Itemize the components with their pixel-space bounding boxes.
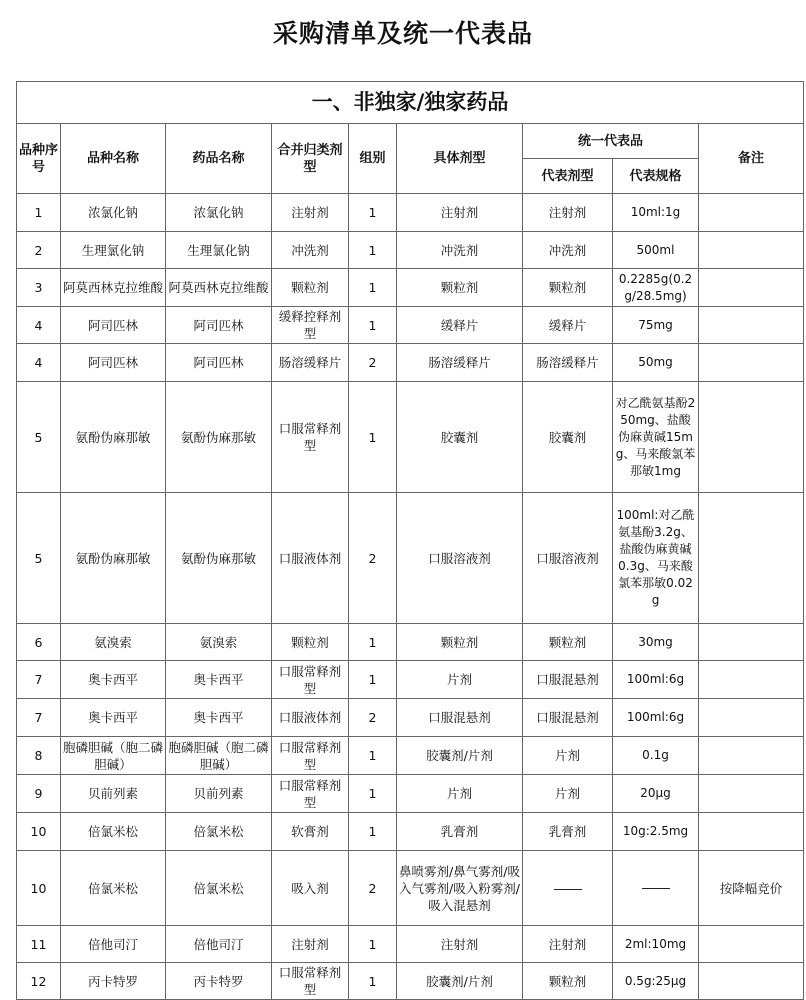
cell-rep-spec: 100ml:6g xyxy=(613,699,699,737)
cell-remark xyxy=(699,699,804,737)
cell-rep-spec: 100ml:6g xyxy=(613,661,699,699)
cell-group: 2 xyxy=(349,344,397,382)
table-row xyxy=(17,344,804,382)
cell-remark: 按降幅竞价 xyxy=(699,851,804,926)
cell-specific-form: 缓释片 xyxy=(397,307,523,344)
cell-remark xyxy=(699,624,804,661)
header-group: 组别 xyxy=(349,124,397,194)
cell-variety-name: 生理氯化钠 xyxy=(61,232,166,269)
cell-merged-form: 吸入剂 xyxy=(272,851,349,926)
cell-remark xyxy=(699,194,804,232)
cell-variety-name: 氨溴索 xyxy=(61,624,166,661)
cell-seq: 3 xyxy=(17,269,61,307)
cell-seq: 10 xyxy=(17,851,61,926)
dash-mark xyxy=(642,888,670,889)
cell-merged-form: 口服液体剂 xyxy=(272,493,349,624)
cell-remark xyxy=(699,775,804,813)
cell-specific-form: 胶囊剂/片剂 xyxy=(397,737,523,775)
cell-rep-spec: 0.2285g(0.2g/28.5mg) xyxy=(613,269,699,307)
cell-rep-form: 口服溶液剂 xyxy=(523,493,613,624)
cell-remark xyxy=(699,344,804,382)
cell-rep-spec: 500ml xyxy=(613,232,699,269)
cell-rep-spec: 20μg xyxy=(613,775,699,813)
cell-specific-form: 颗粒剂 xyxy=(397,624,523,661)
cell-merged-form: 口服常释剂型 xyxy=(272,963,349,1000)
cell-merged-form: 肠溶缓释片 xyxy=(272,344,349,382)
cell-drug-name: 倍氯米松 xyxy=(166,851,272,926)
cell-drug-name: 阿莫西林克拉维酸 xyxy=(166,269,272,307)
cell-specific-form: 肠溶缓释片 xyxy=(397,344,523,382)
cell-group: 1 xyxy=(349,775,397,813)
cell-remark xyxy=(699,232,804,269)
header-seq: 品种序号 xyxy=(17,124,61,194)
table-row xyxy=(17,963,804,1000)
cell-seq: 7 xyxy=(17,661,61,699)
cell-group: 1 xyxy=(349,232,397,269)
cell-seq: 7 xyxy=(17,699,61,737)
cell-rep-form: 颗粒剂 xyxy=(523,624,613,661)
cell-drug-name: 奥卡西平 xyxy=(166,661,272,699)
dash-mark xyxy=(554,889,582,890)
cell-specific-form: 注射剂 xyxy=(397,194,523,232)
cell-merged-form: 颗粒剂 xyxy=(272,624,349,661)
cell-rep-spec: 75mg xyxy=(613,307,699,344)
cell-group: 1 xyxy=(349,926,397,963)
cell-variety-name: 贝前列素 xyxy=(61,775,166,813)
cell-specific-form: 注射剂 xyxy=(397,926,523,963)
cell-group: 1 xyxy=(349,813,397,851)
cell-variety-name: 倍他司汀 xyxy=(61,926,166,963)
cell-rep-spec: 50mg xyxy=(613,344,699,382)
table-row xyxy=(17,699,804,737)
cell-variety-name: 丙卡特罗 xyxy=(61,963,166,1000)
cell-rep-form: 片剂 xyxy=(523,775,613,813)
cell-seq: 5 xyxy=(17,493,61,624)
cell-seq: 2 xyxy=(17,232,61,269)
cell-group: 1 xyxy=(349,269,397,307)
cell-specific-form: 片剂 xyxy=(397,661,523,699)
cell-variety-name: 氨酚伪麻那敏 xyxy=(61,382,166,493)
cell-specific-form: 片剂 xyxy=(397,775,523,813)
cell-specific-form: 胶囊剂/片剂 xyxy=(397,963,523,1000)
cell-group: 1 xyxy=(349,737,397,775)
cell-rep-spec: 100ml:对乙酰氨基酚3.2g、盐酸伪麻黄碱0.3g、马来酸氯苯那敏0.02g xyxy=(613,493,699,624)
cell-merged-form: 缓释控释剂型 xyxy=(272,307,349,344)
cell-variety-name: 氨酚伪麻那敏 xyxy=(61,493,166,624)
table-row xyxy=(17,926,804,963)
cell-seq: 8 xyxy=(17,737,61,775)
cell-seq: 4 xyxy=(17,307,61,344)
header-rep-form: 代表剂型 xyxy=(523,159,613,194)
cell-drug-name: 阿司匹林 xyxy=(166,344,272,382)
drug-table xyxy=(16,81,804,1000)
cell-group: 2 xyxy=(349,699,397,737)
cell-rep-form: 口服混悬剂 xyxy=(523,661,613,699)
cell-variety-name: 阿司匹林 xyxy=(61,344,166,382)
cell-seq: 9 xyxy=(17,775,61,813)
header-remark: 备注 xyxy=(699,124,804,194)
cell-rep-form: 胶囊剂 xyxy=(523,382,613,493)
cell-specific-form: 口服混悬剂 xyxy=(397,699,523,737)
cell-drug-name: 奥卡西平 xyxy=(166,699,272,737)
table-row xyxy=(17,382,804,493)
cell-drug-name: 浓氯化钠 xyxy=(166,194,272,232)
cell-rep-form: 口服混悬剂 xyxy=(523,699,613,737)
table-row xyxy=(17,269,804,307)
cell-group: 1 xyxy=(349,307,397,344)
cell-merged-form: 口服液体剂 xyxy=(272,699,349,737)
cell-rep-spec: 10g:2.5mg xyxy=(613,813,699,851)
cell-rep-spec: 对乙酰氨基酚250mg、盐酸伪麻黄碱15mg、马来酸氯苯那敏1mg xyxy=(613,382,699,493)
cell-drug-name: 胞磷胆碱（胞二磷胆碱） xyxy=(166,737,272,775)
cell-variety-name: 阿莫西林克拉维酸 xyxy=(61,269,166,307)
cell-merged-form: 颗粒剂 xyxy=(272,269,349,307)
header-merged-form: 合并归类剂型 xyxy=(272,124,349,194)
cell-drug-name: 贝前列素 xyxy=(166,775,272,813)
cell-rep-spec: 10ml:1g xyxy=(613,194,699,232)
cell-variety-name: 阿司匹林 xyxy=(61,307,166,344)
cell-merged-form: 口服常释剂型 xyxy=(272,661,349,699)
table-row xyxy=(17,775,804,813)
cell-merged-form: 冲洗剂 xyxy=(272,232,349,269)
cell-merged-form: 注射剂 xyxy=(272,194,349,232)
table-row xyxy=(17,624,804,661)
cell-drug-name: 丙卡特罗 xyxy=(166,963,272,1000)
cell-drug-name: 倍氯米松 xyxy=(166,813,272,851)
cell-variety-name: 倍氯米松 xyxy=(61,813,166,851)
cell-remark xyxy=(699,737,804,775)
header-drug-name: 药品名称 xyxy=(166,124,272,194)
cell-seq: 4 xyxy=(17,344,61,382)
cell-group: 2 xyxy=(349,851,397,926)
cell-rep-form: 颗粒剂 xyxy=(523,269,613,307)
cell-rep-form: 颗粒剂 xyxy=(523,963,613,1000)
table-body xyxy=(17,194,804,1000)
cell-rep-form: 冲洗剂 xyxy=(523,232,613,269)
cell-specific-form: 胶囊剂 xyxy=(397,382,523,493)
cell-rep-spec: 0.5g:25μg xyxy=(613,963,699,1000)
cell-seq: 10 xyxy=(17,813,61,851)
table-row xyxy=(17,307,804,344)
cell-seq: 11 xyxy=(17,926,61,963)
cell-remark xyxy=(699,493,804,624)
cell-specific-form: 颗粒剂 xyxy=(397,269,523,307)
table-row xyxy=(17,737,804,775)
table-row xyxy=(17,232,804,269)
cell-rep-spec: 2ml:10mg xyxy=(613,926,699,963)
cell-remark xyxy=(699,382,804,493)
table-row xyxy=(17,493,804,624)
table-row xyxy=(17,813,804,851)
cell-rep-spec: 0.1g xyxy=(613,737,699,775)
cell-remark xyxy=(699,963,804,1000)
cell-merged-form: 注射剂 xyxy=(272,926,349,963)
cell-group: 1 xyxy=(349,194,397,232)
document-title: 采购清单及统一代表品 xyxy=(272,19,533,48)
cell-specific-form: 乳膏剂 xyxy=(397,813,523,851)
cell-seq: 12 xyxy=(17,963,61,1000)
cell-group: 1 xyxy=(349,624,397,661)
cell-rep-form: 乳膏剂 xyxy=(523,813,613,851)
cell-drug-name: 生理氯化钠 xyxy=(166,232,272,269)
cell-rep-form: 片剂 xyxy=(523,737,613,775)
cell-seq: 5 xyxy=(17,382,61,493)
table-row xyxy=(17,661,804,699)
cell-merged-form: 口服常释剂型 xyxy=(272,775,349,813)
cell-variety-name: 奥卡西平 xyxy=(61,699,166,737)
section-title: 一、非独家/独家药品 xyxy=(17,82,804,124)
cell-drug-name: 氨溴索 xyxy=(166,624,272,661)
cell-remark xyxy=(699,926,804,963)
cell-group: 2 xyxy=(349,493,397,624)
cell-seq: 6 xyxy=(17,624,61,661)
cell-rep-spec xyxy=(613,851,699,926)
header-representative: 统一代表品 xyxy=(523,124,699,159)
cell-rep-form: 注射剂 xyxy=(523,194,613,232)
cell-variety-name: 浓氯化钠 xyxy=(61,194,166,232)
cell-merged-form: 口服常释剂型 xyxy=(272,737,349,775)
header-specific-form: 具体剂型 xyxy=(397,124,523,194)
cell-group: 1 xyxy=(349,382,397,493)
cell-variety-name: 奥卡西平 xyxy=(61,661,166,699)
cell-seq: 1 xyxy=(17,194,61,232)
cell-remark xyxy=(699,307,804,344)
cell-specific-form: 冲洗剂 xyxy=(397,232,523,269)
cell-specific-form: 口服溶液剂 xyxy=(397,493,523,624)
cell-drug-name: 氨酚伪麻那敏 xyxy=(166,382,272,493)
cell-variety-name: 胞磷胆碱（胞二磷胆碱） xyxy=(61,737,166,775)
cell-remark xyxy=(699,269,804,307)
header-rep-spec: 代表规格 xyxy=(613,159,699,194)
cell-drug-name: 阿司匹林 xyxy=(166,307,272,344)
cell-rep-spec: 30mg xyxy=(613,624,699,661)
cell-drug-name: 倍他司汀 xyxy=(166,926,272,963)
cell-rep-form: 肠溶缓释片 xyxy=(523,344,613,382)
cell-group: 1 xyxy=(349,963,397,1000)
cell-drug-name: 氨酚伪麻那敏 xyxy=(166,493,272,624)
cell-variety-name: 倍氯米松 xyxy=(61,851,166,926)
cell-remark xyxy=(699,661,804,699)
cell-remark xyxy=(699,813,804,851)
cell-rep-form: 注射剂 xyxy=(523,926,613,963)
cell-merged-form: 软膏剂 xyxy=(272,813,349,851)
cell-rep-form: 缓释片 xyxy=(523,307,613,344)
table-row xyxy=(17,851,804,926)
cell-specific-form: 鼻喷雾剂/鼻气雾剂/吸入气雾剂/吸入粉雾剂/吸入混悬剂 xyxy=(397,851,523,926)
cell-rep-form xyxy=(523,851,613,926)
cell-group: 1 xyxy=(349,661,397,699)
table-row xyxy=(17,194,804,232)
header-variety-name: 品种名称 xyxy=(61,124,166,194)
cell-merged-form: 口服常释剂型 xyxy=(272,382,349,493)
